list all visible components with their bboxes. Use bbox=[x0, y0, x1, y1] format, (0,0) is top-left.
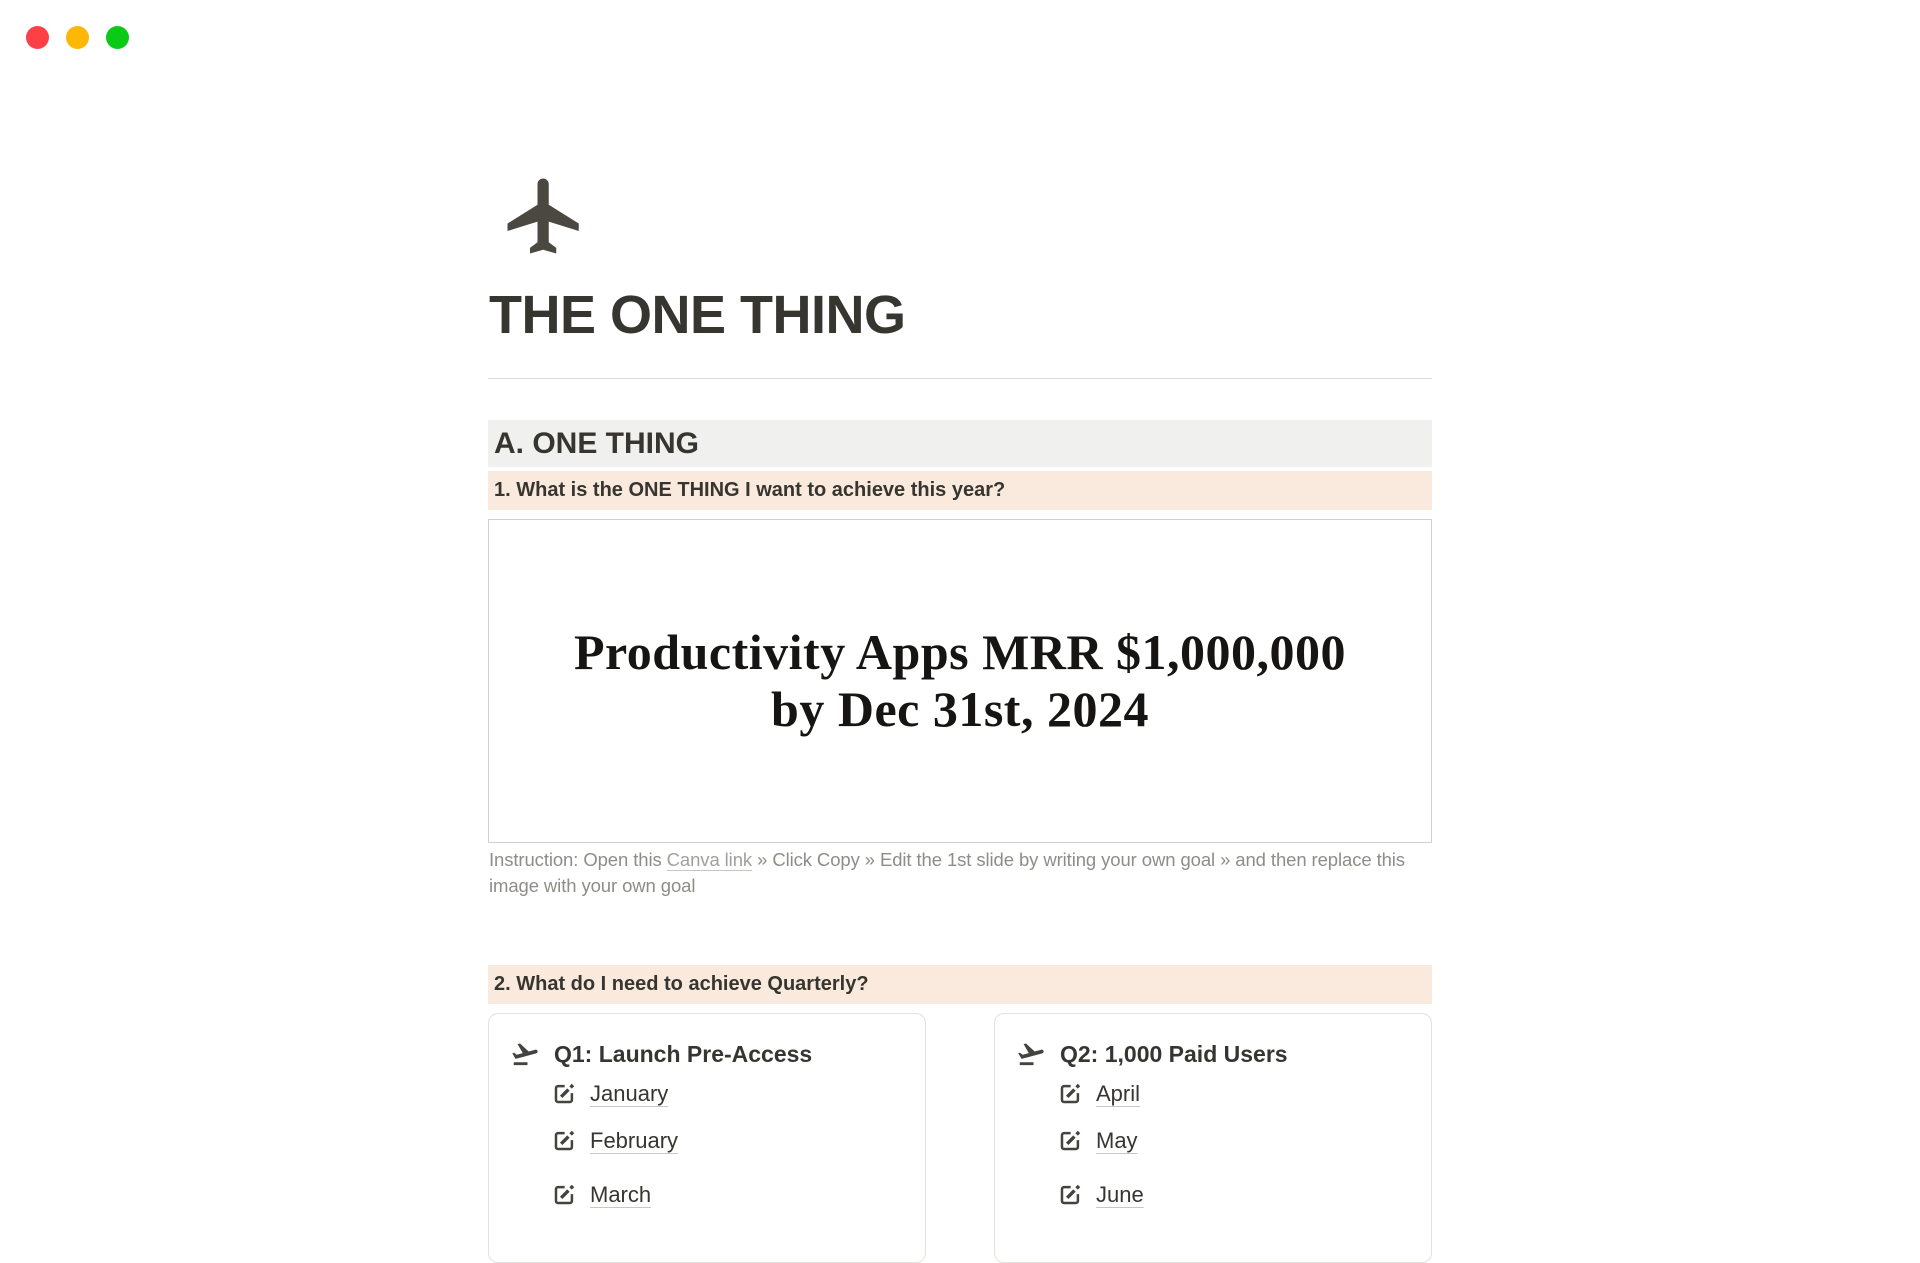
flight-takeoff-icon bbox=[1015, 1039, 1047, 1069]
month-link-march[interactable]: March bbox=[590, 1182, 652, 1207]
card-q1 bbox=[488, 1013, 926, 1263]
section-header-a: A. ONE THING bbox=[488, 420, 1432, 467]
minimize-window-button[interactable] bbox=[66, 26, 89, 49]
notion-page bbox=[488, 0, 1432, 1207]
card-q2-title: Q2: 1,000 Paid Users bbox=[1060, 1040, 1288, 1067]
month-link-january[interactable]: January bbox=[590, 1081, 669, 1106]
divider bbox=[488, 378, 1432, 379]
question-2-heading: 2. What do I need to achieve Quarterly? bbox=[488, 965, 1432, 1004]
instruction-suffix: » Click Copy » Edit the 1st slide by writing your own goal » and then replace this image with your own goal bbox=[489, 849, 1405, 896]
month-link-may[interactable]: May bbox=[1096, 1128, 1138, 1153]
quarter-cards bbox=[488, 1013, 1432, 1263]
instruction-text bbox=[489, 847, 1451, 899]
page-title: THE ONE THING bbox=[489, 285, 906, 345]
month-link-april[interactable]: April bbox=[1096, 1081, 1141, 1106]
close-window-button[interactable] bbox=[26, 26, 49, 49]
canva-link[interactable]: Canva link bbox=[666, 849, 753, 870]
card-q1-title: Q1: Launch Pre-Access bbox=[554, 1040, 813, 1067]
card-q1-title-row bbox=[489, 1038, 925, 1070]
goal-text bbox=[574, 624, 1346, 738]
airplane-icon bbox=[500, 171, 590, 261]
card-q2 bbox=[994, 1013, 1432, 1263]
edit-page-icon bbox=[1057, 1081, 1083, 1107]
card-q2-title-row bbox=[995, 1038, 1431, 1070]
month-link-february[interactable]: February bbox=[590, 1128, 679, 1153]
edit-page-icon bbox=[551, 1128, 577, 1154]
edit-page-icon bbox=[1057, 1182, 1083, 1208]
goal-image bbox=[488, 519, 1432, 843]
month-link-june[interactable]: June bbox=[1096, 1182, 1144, 1207]
edit-page-icon bbox=[551, 1081, 577, 1107]
month-row bbox=[995, 1182, 1431, 1208]
month-row bbox=[489, 1128, 925, 1154]
month-row bbox=[489, 1081, 925, 1107]
goal-line-1: Productivity Apps MRR $1,000,000 bbox=[573, 624, 1347, 680]
flight-takeoff-icon bbox=[509, 1039, 541, 1069]
month-row bbox=[489, 1182, 925, 1208]
month-row bbox=[995, 1128, 1431, 1154]
edit-page-icon bbox=[551, 1182, 577, 1208]
edit-page-icon bbox=[1057, 1128, 1083, 1154]
window-controls bbox=[26, 26, 129, 49]
zoom-window-button[interactable] bbox=[106, 26, 129, 49]
instruction-prefix: Instruction: Open this bbox=[489, 849, 667, 870]
month-row bbox=[995, 1081, 1431, 1107]
goal-line-2: by Dec 31st, 2024 bbox=[771, 681, 1149, 737]
question-1-heading: 1. What is the ONE THING I want to achieve this year? bbox=[488, 471, 1432, 510]
